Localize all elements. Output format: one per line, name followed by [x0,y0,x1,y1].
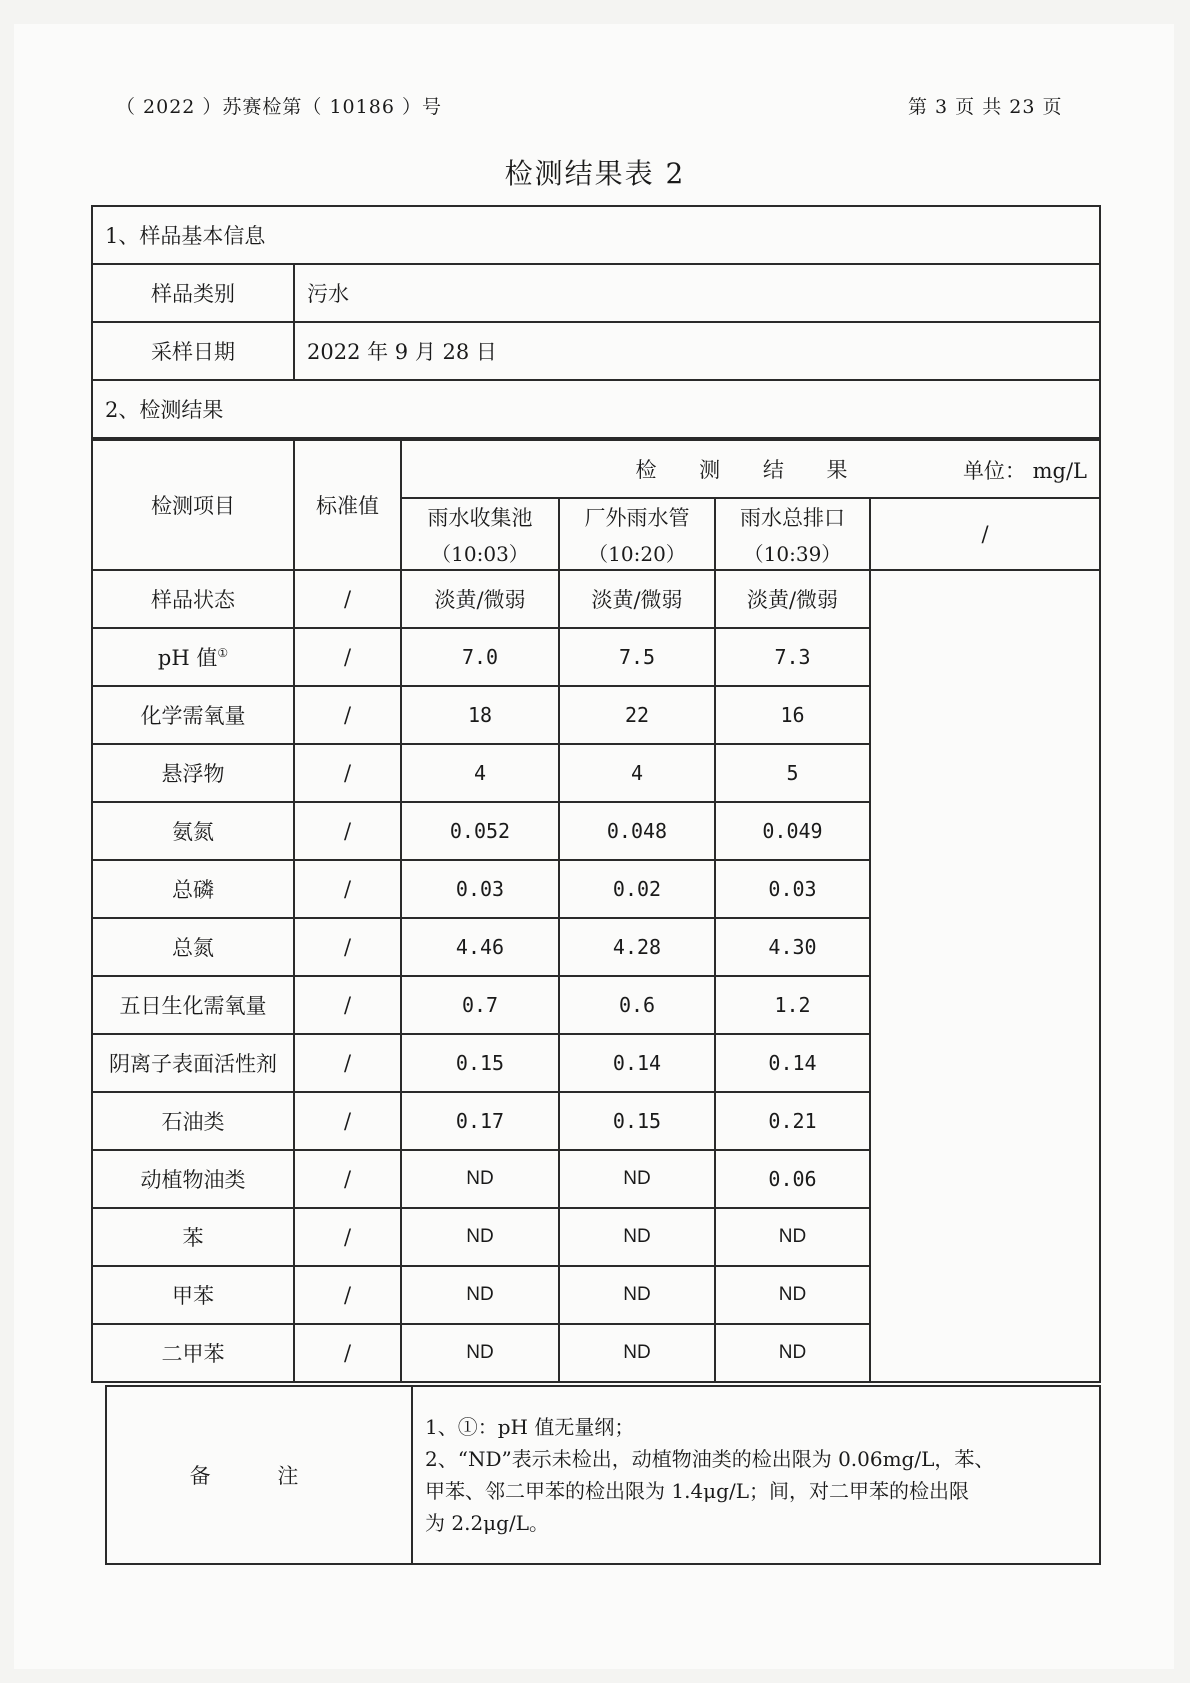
standard-value: / [294,1266,401,1324]
result-value: ND [715,1208,870,1266]
sample-type-label: 样品类别 [92,264,294,322]
results-table [91,439,1101,1383]
item-name: 石油类 [92,1092,294,1150]
page-title: 检测结果表 2 [504,157,686,190]
item-name: 悬浮物 [92,744,294,802]
result-value: 4.28 [559,918,715,976]
standard-value: / [294,802,401,860]
standard-value: / [294,628,401,686]
result-value: 16 [715,686,870,744]
item-name: 总氮 [92,918,294,976]
result-value: 7.5 [559,628,715,686]
sample-info-table [91,205,1101,439]
result-value: 淡黄/微弱 [559,570,715,628]
result-value: ND [559,1266,715,1324]
result-value: 0.15 [401,1034,559,1092]
extra-col-header: / [870,498,1100,570]
standard-value: / [294,918,401,976]
site-name: 雨水总排口 [740,505,845,530]
note-line: 2、“ND”表示未检出，动植物油类的检出限为 0.06mg/L，苯、 [425,1447,995,1471]
result-value: 0.6 [559,976,715,1034]
result-value: 7.3 [715,628,870,686]
standard-value: / [294,744,401,802]
result-value: 4 [401,744,559,802]
note-line: 甲苯、邻二甲苯的检出限为 1.4μg/L；间，对二甲苯的检出限 [425,1479,969,1503]
result-value: 0.21 [715,1092,870,1150]
result-value: 5 [715,744,870,802]
site-name: 厂外雨水管 [584,505,690,530]
col-header-standard: 标准值 [294,440,401,570]
site-header-2 [559,498,715,570]
result-value: 淡黄/微弱 [401,570,559,628]
standard-value: / [294,1324,401,1382]
result-value: 0.14 [715,1034,870,1092]
site-time: （10:20） [588,541,686,566]
result-value: ND [715,1266,870,1324]
site-header-3 [715,498,870,570]
standard-value: / [294,570,401,628]
sampling-date-label: 采样日期 [92,322,294,380]
result-value: 0.03 [715,860,870,918]
result-value: 0.03 [401,860,559,918]
result-value: 0.06 [715,1150,870,1208]
standard-value: / [294,1208,401,1266]
col-header-item: 检测项目 [92,440,294,570]
result-value: 4.30 [715,918,870,976]
standard-value: / [294,860,401,918]
standard-value: / [294,1092,401,1150]
result-value: 0.052 [401,802,559,860]
table-row [92,570,1100,628]
standard-value: / [294,1034,401,1092]
item-name: 阴离子表面活性剂 [92,1034,294,1092]
extra-column [870,570,1100,1382]
item-name: 二甲苯 [92,1324,294,1382]
results-header-label: 检 测 结 果 [635,458,866,482]
result-value: 4.46 [401,918,559,976]
item-name: pH 值① [92,628,294,686]
result-value: 0.15 [559,1092,715,1150]
sample-type-value: 污水 [294,264,1100,322]
item-name: 苯 [92,1208,294,1266]
site-time: （10:39） [743,541,842,566]
result-value: ND [715,1324,870,1382]
item-name: 总磷 [92,860,294,918]
result-value: ND [401,1208,559,1266]
site-name: 雨水收集池 [427,505,533,530]
standard-value: / [294,686,401,744]
note-line: 为 2.2μg/L。 [425,1511,549,1535]
item-name: 甲苯 [92,1266,294,1324]
result-value: ND [559,1208,715,1266]
unit-label: 单位： mg/L [962,459,1087,483]
item-name: 化学需氧量 [92,686,294,744]
notes-label: 备 注 [106,1386,412,1564]
note-line: 1、①：pH 值无量纲； [425,1415,635,1439]
result-value: 7.0 [401,628,559,686]
result-value: 0.14 [559,1034,715,1092]
result-value: ND [401,1266,559,1324]
item-name: 五日生化需氧量 [92,976,294,1034]
col-header-results [401,440,1100,498]
notes-content [412,1386,1100,1564]
result-value: 0.049 [715,802,870,860]
result-value: 4 [559,744,715,802]
section-sample-info-label: 1、样品基本信息 [92,206,1100,264]
item-name: 氨氮 [92,802,294,860]
notes-table [105,1385,1101,1565]
site-header-1 [401,498,559,570]
standard-value: / [294,976,401,1034]
section-results-label: 2、检测结果 [92,380,1100,438]
sampling-date-value: 2022 年 9 月 28 日 [294,322,1100,380]
result-value: 0.7 [401,976,559,1034]
site-time: （10:03） [431,541,529,566]
report-number: （ 2022 ）苏赛检第（ 10186 ）号 [116,96,442,118]
result-value: 1.2 [715,976,870,1034]
result-value: 淡黄/微弱 [715,570,870,628]
result-value: ND [401,1324,559,1382]
result-value: 0.048 [559,802,715,860]
result-value: 0.02 [559,860,715,918]
result-value: ND [559,1150,715,1208]
page-indicator: 第 3 页 共 23 页 [908,96,1063,118]
item-name: 动植物油类 [92,1150,294,1208]
result-value: ND [559,1324,715,1382]
result-value: 22 [559,686,715,744]
standard-value: / [294,1150,401,1208]
result-value: 0.17 [401,1092,559,1150]
item-name: 样品状态 [92,570,294,628]
result-value: 18 [401,686,559,744]
footnote-marker: ① [217,646,229,660]
result-value: ND [401,1150,559,1208]
